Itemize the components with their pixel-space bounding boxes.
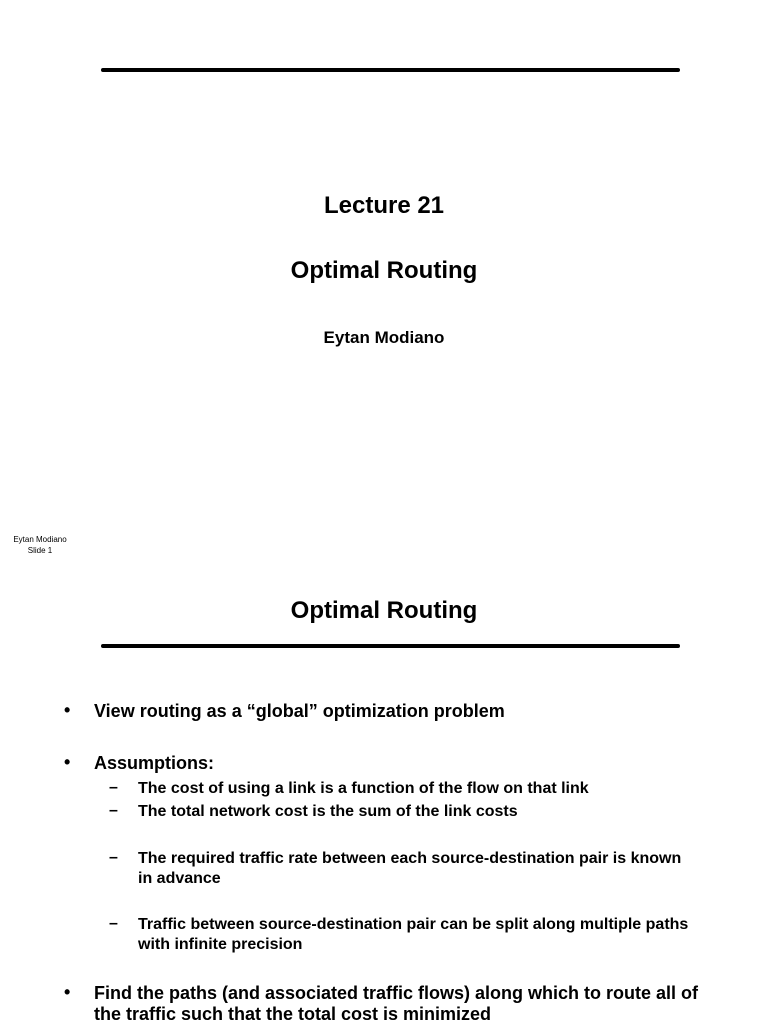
bullet-marker: • [64, 982, 71, 1002]
footer-author: Eytan Modiano [13, 535, 67, 544]
sub-item: The cost of using a link is a function of the flow on that link [138, 780, 589, 797]
dash-marker: – [109, 779, 118, 796]
bullet-item: Find the paths (and associated traffic flows) along which to route all of the traffic such that the total cost is minimized [94, 983, 699, 1024]
dash-marker: – [109, 915, 118, 932]
bullet-marker: • [64, 752, 71, 772]
lecture-number: Lecture 21 [323, 192, 445, 219]
sub-item: The required traffic rate between each source-destination pair is known in advance [138, 850, 682, 887]
sub-item: The total network cost is the sum of the link costs [138, 803, 518, 820]
dash-marker: – [109, 802, 118, 819]
sub-item: Traffic between source-destination pair can be split along multiple paths with infinite precision [138, 916, 689, 953]
top-rule [101, 68, 680, 72]
bullet-marker: • [64, 700, 71, 720]
bullet-item: View routing as a “global” optimization problem [94, 701, 505, 721]
slide-footer [0, 534, 80, 556]
title-rule [101, 644, 680, 648]
dash-marker: – [109, 849, 118, 866]
slide2-title: Optimal Routing [290, 597, 478, 624]
slide1-title: Optimal Routing [290, 257, 478, 284]
footer-slide-number: Slide 1 [27, 546, 53, 555]
author-name: Eytan Modiano [323, 328, 445, 347]
bullet-item: Assumptions: [94, 753, 215, 773]
